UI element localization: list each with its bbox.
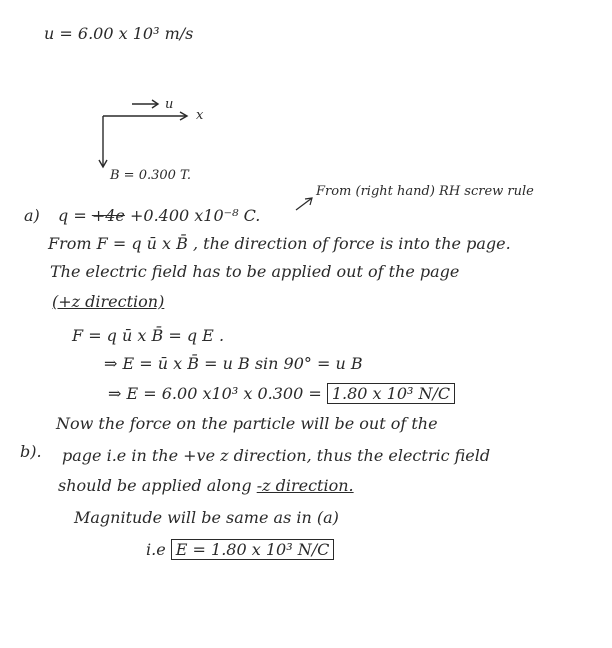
part-a-line-3: (+z direction) — [52, 292, 165, 311]
right-hand-rule-note: From (right hand) RH screw rule — [316, 184, 534, 199]
part-a-line-2: The electric field has to be applied out of the page — [50, 262, 460, 281]
rh-note-pointer — [296, 198, 312, 210]
equation-1: F = q ū x B̄ = q E . — [72, 326, 225, 345]
charge-struck: +4e — [91, 206, 125, 225]
part-b-line-4: Magnitude will be same as in (a) — [74, 508, 339, 527]
answer-b-box: E = 1.80 x 10³ N/C — [171, 539, 335, 560]
part-b-line-3 — [58, 476, 354, 496]
part-b-line-2: page i.e in the +ve z direction, thus the electric field — [62, 446, 491, 465]
part-b-direction: -z direction. — [256, 476, 354, 495]
charge-prefix: q = — [58, 206, 87, 225]
part-a-label: a) — [24, 206, 40, 225]
charge-line — [58, 206, 260, 226]
part-a-line-1: From F = q ū x B̄ , the direction of force is into the page. — [48, 234, 511, 253]
part-b-line-1: Now the force on the particle will be out of the — [56, 414, 438, 433]
speed-given: u = 6.00 x 10³ m/s — [44, 24, 194, 43]
part-b-ie: i.e — [146, 540, 166, 559]
answer-a-box: 1.80 x 10³ N/C — [327, 383, 455, 404]
field-label: B = 0.300 T. — [110, 168, 191, 183]
velocity-label: u — [165, 97, 174, 112]
x-axis-label: x — [196, 108, 204, 123]
equation-3 — [108, 384, 455, 404]
equation-2: ⇒ E = ū x B̄ = u B sin 90° = u B — [104, 354, 363, 373]
equation-3-left: ⇒ E = 6.00 x10³ x 0.300 = — [108, 384, 322, 403]
charge-value: +0.400 x10⁻⁸ C. — [129, 206, 261, 225]
part-b-label: b). — [20, 442, 42, 461]
part-b-line-3-pre: should be applied along — [58, 476, 252, 495]
part-b-line-5 — [146, 540, 334, 560]
